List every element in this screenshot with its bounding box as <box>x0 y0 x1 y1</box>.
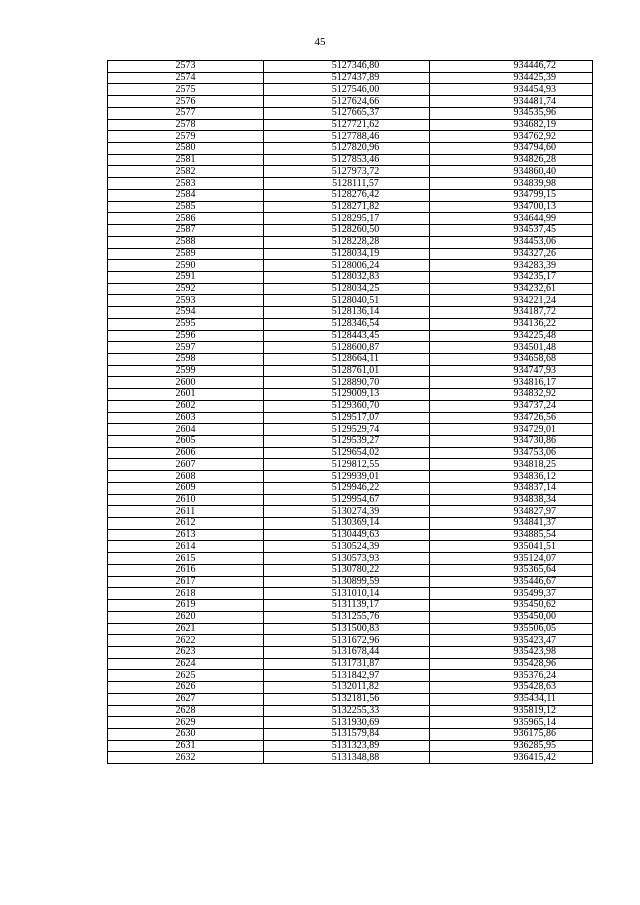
y-coordinate-cell: 935506,05 <box>430 623 593 635</box>
y-coordinate-cell: 934762,92 <box>430 131 593 143</box>
y-coordinate-cell: 935376,24 <box>430 670 593 682</box>
point-number-cell: 2624 <box>108 658 264 670</box>
point-number-cell: 2607 <box>108 459 264 471</box>
point-number-cell: 2632 <box>108 752 264 764</box>
x-coordinate-cell: 5129539,27 <box>264 436 430 448</box>
table-row <box>108 154 593 166</box>
y-coordinate-cell: 935499,37 <box>430 588 593 600</box>
table-row <box>108 424 593 436</box>
point-number-cell: 2574 <box>108 72 264 84</box>
y-coordinate-cell: 934700,13 <box>430 201 593 213</box>
y-coordinate-cell: 936285,95 <box>430 740 593 752</box>
table-row <box>108 213 593 225</box>
table-row <box>108 166 593 178</box>
point-number-cell: 2629 <box>108 717 264 729</box>
y-coordinate-cell: 935428,63 <box>430 682 593 694</box>
x-coordinate-cell: 5128346,54 <box>264 318 430 330</box>
table-row <box>108 84 593 96</box>
x-coordinate-cell: 5128276,42 <box>264 189 430 201</box>
point-number-cell: 2590 <box>108 260 264 272</box>
table-row <box>108 61 593 73</box>
x-coordinate-cell: 5127853,46 <box>264 154 430 166</box>
table-row <box>108 482 593 494</box>
x-coordinate-cell: 5128271,82 <box>264 201 430 213</box>
y-coordinate-cell: 934187,72 <box>430 307 593 319</box>
y-coordinate-cell: 934232,61 <box>430 283 593 295</box>
table-row <box>108 248 593 260</box>
y-coordinate-cell: 934737,24 <box>430 400 593 412</box>
x-coordinate-cell: 5127624,66 <box>264 96 430 108</box>
point-number-cell: 2582 <box>108 166 264 178</box>
x-coordinate-cell: 5131579,84 <box>264 728 430 740</box>
y-coordinate-cell: 934838,34 <box>430 494 593 506</box>
y-coordinate-cell: 934818,25 <box>430 459 593 471</box>
x-coordinate-cell: 5127721,62 <box>264 119 430 131</box>
page-number: 45 <box>314 36 326 48</box>
point-number-cell: 2588 <box>108 236 264 248</box>
table-row <box>108 295 593 307</box>
point-number-cell: 2576 <box>108 96 264 108</box>
point-number-cell: 2619 <box>108 600 264 612</box>
point-number-cell: 2600 <box>108 377 264 389</box>
point-number-cell: 2589 <box>108 248 264 260</box>
point-number-cell: 2575 <box>108 84 264 96</box>
point-number-cell: 2612 <box>108 518 264 530</box>
table-row <box>108 353 593 365</box>
table-row <box>108 635 593 647</box>
point-number-cell: 2598 <box>108 353 264 365</box>
x-coordinate-cell: 5128664,11 <box>264 353 430 365</box>
table-row <box>108 529 593 541</box>
y-coordinate-cell: 934747,93 <box>430 365 593 377</box>
x-coordinate-cell: 5128040,51 <box>264 295 430 307</box>
point-number-cell: 2596 <box>108 330 264 342</box>
point-number-cell: 2583 <box>108 178 264 190</box>
point-number-cell: 2599 <box>108 365 264 377</box>
x-coordinate-cell: 5128034,19 <box>264 248 430 260</box>
table-row <box>108 752 593 764</box>
x-coordinate-cell: 5128890,70 <box>264 377 430 389</box>
point-number-cell: 2591 <box>108 271 264 283</box>
y-coordinate-cell: 934885,54 <box>430 529 593 541</box>
table-row <box>108 459 593 471</box>
table-row <box>108 143 593 155</box>
point-number-cell: 2579 <box>108 131 264 143</box>
point-number-cell: 2608 <box>108 471 264 483</box>
x-coordinate-cell: 5131500,83 <box>264 623 430 635</box>
point-number-cell: 2604 <box>108 424 264 436</box>
table-row <box>108 740 593 752</box>
point-number-cell: 2622 <box>108 635 264 647</box>
x-coordinate-cell: 5130369,14 <box>264 518 430 530</box>
table-row <box>108 576 593 588</box>
y-coordinate-cell: 935428,96 <box>430 658 593 670</box>
y-coordinate-cell: 935041,51 <box>430 541 593 553</box>
x-coordinate-cell: 5128761,01 <box>264 365 430 377</box>
x-coordinate-cell: 5129517,07 <box>264 412 430 424</box>
x-coordinate-cell: 5127788,46 <box>264 131 430 143</box>
point-number-cell: 2613 <box>108 529 264 541</box>
x-coordinate-cell: 5131323,89 <box>264 740 430 752</box>
coordinates-table-body <box>108 61 593 764</box>
table-row <box>108 72 593 84</box>
point-number-cell: 2605 <box>108 436 264 448</box>
x-coordinate-cell: 5131672,96 <box>264 635 430 647</box>
x-coordinate-cell: 5131930,69 <box>264 717 430 729</box>
point-number-cell: 2628 <box>108 705 264 717</box>
x-coordinate-cell: 5130449,63 <box>264 529 430 541</box>
table-row <box>108 436 593 448</box>
y-coordinate-cell: 934841,37 <box>430 518 593 530</box>
point-number-cell: 2592 <box>108 283 264 295</box>
y-coordinate-cell: 934327,26 <box>430 248 593 260</box>
table-row <box>108 400 593 412</box>
point-number-cell: 2602 <box>108 400 264 412</box>
point-number-cell: 2620 <box>108 611 264 623</box>
y-coordinate-cell: 934837,14 <box>430 482 593 494</box>
table-row <box>108 119 593 131</box>
x-coordinate-cell: 5128295,17 <box>264 213 430 225</box>
table-row <box>108 541 593 553</box>
table-row <box>108 447 593 459</box>
x-coordinate-cell: 5130780,22 <box>264 564 430 576</box>
x-coordinate-cell: 5129009,13 <box>264 389 430 401</box>
table-row <box>108 96 593 108</box>
table-row <box>108 717 593 729</box>
y-coordinate-cell: 936415,42 <box>430 752 593 764</box>
y-coordinate-cell: 934799,15 <box>430 189 593 201</box>
table-row <box>108 600 593 612</box>
y-coordinate-cell: 934425,39 <box>430 72 593 84</box>
table-row <box>108 107 593 119</box>
table-row <box>108 646 593 658</box>
x-coordinate-cell: 5128260,50 <box>264 225 430 237</box>
table-row <box>108 553 593 565</box>
table-row <box>108 623 593 635</box>
point-number-cell: 2595 <box>108 318 264 330</box>
table-row <box>108 728 593 740</box>
point-number-cell: 2573 <box>108 61 264 73</box>
x-coordinate-cell: 5129654,02 <box>264 447 430 459</box>
table-row <box>108 342 593 354</box>
x-coordinate-cell: 5127820,96 <box>264 143 430 155</box>
point-number-cell: 2606 <box>108 447 264 459</box>
point-number-cell: 2585 <box>108 201 264 213</box>
table-row <box>108 189 593 201</box>
y-coordinate-cell: 935365,64 <box>430 564 593 576</box>
x-coordinate-cell: 5127665,37 <box>264 107 430 119</box>
table-row <box>108 377 593 389</box>
y-coordinate-cell: 934827,97 <box>430 506 593 518</box>
table-row <box>108 412 593 424</box>
y-coordinate-cell: 934682,19 <box>430 119 593 131</box>
table-row <box>108 365 593 377</box>
x-coordinate-cell: 5131010,14 <box>264 588 430 600</box>
x-coordinate-cell: 5127437,89 <box>264 72 430 84</box>
y-coordinate-cell: 934221,24 <box>430 295 593 307</box>
y-coordinate-cell: 934726,56 <box>430 412 593 424</box>
point-number-cell: 2631 <box>108 740 264 752</box>
y-coordinate-cell: 935965,14 <box>430 717 593 729</box>
table-row <box>108 494 593 506</box>
y-coordinate-cell: 935434,11 <box>430 693 593 705</box>
y-coordinate-cell: 934283,39 <box>430 260 593 272</box>
point-number-cell: 2580 <box>108 143 264 155</box>
y-coordinate-cell: 934481,74 <box>430 96 593 108</box>
y-coordinate-cell: 935423,47 <box>430 635 593 647</box>
x-coordinate-cell: 5131731,87 <box>264 658 430 670</box>
y-coordinate-cell: 934501,48 <box>430 342 593 354</box>
table-row <box>108 307 593 319</box>
table-row <box>108 225 593 237</box>
y-coordinate-cell: 934794,60 <box>430 143 593 155</box>
point-number-cell: 2630 <box>108 728 264 740</box>
y-coordinate-cell: 934453,06 <box>430 236 593 248</box>
table-row <box>108 705 593 717</box>
table-row <box>108 318 593 330</box>
x-coordinate-cell: 5130899,59 <box>264 576 430 588</box>
y-coordinate-cell: 934644,99 <box>430 213 593 225</box>
point-number-cell: 2611 <box>108 506 264 518</box>
point-number-cell: 2610 <box>108 494 264 506</box>
y-coordinate-cell: 935446,67 <box>430 576 593 588</box>
x-coordinate-cell: 5128136,14 <box>264 307 430 319</box>
y-coordinate-cell: 934136,22 <box>430 318 593 330</box>
coordinates-table <box>107 60 593 764</box>
table-row <box>108 518 593 530</box>
y-coordinate-cell: 935450,00 <box>430 611 593 623</box>
y-coordinate-cell: 934839,98 <box>430 178 593 190</box>
table-row <box>108 670 593 682</box>
x-coordinate-cell: 5130274,39 <box>264 506 430 518</box>
y-coordinate-cell: 934225,48 <box>430 330 593 342</box>
x-coordinate-cell: 5131255,76 <box>264 611 430 623</box>
y-coordinate-cell: 934832,92 <box>430 389 593 401</box>
y-coordinate-cell: 934729,01 <box>430 424 593 436</box>
y-coordinate-cell: 934836,12 <box>430 471 593 483</box>
y-coordinate-cell: 934816,17 <box>430 377 593 389</box>
table-row <box>108 693 593 705</box>
x-coordinate-cell: 5129939,01 <box>264 471 430 483</box>
y-coordinate-cell: 934730,86 <box>430 436 593 448</box>
y-coordinate-cell: 934454,93 <box>430 84 593 96</box>
x-coordinate-cell: 5129954,67 <box>264 494 430 506</box>
table-row <box>108 682 593 694</box>
table-row <box>108 658 593 670</box>
y-coordinate-cell: 934235,17 <box>430 271 593 283</box>
x-coordinate-cell: 5128111,57 <box>264 178 430 190</box>
y-coordinate-cell: 934537,45 <box>430 225 593 237</box>
table-row <box>108 283 593 295</box>
x-coordinate-cell: 5132255,33 <box>264 705 430 717</box>
x-coordinate-cell: 5127346,80 <box>264 61 430 73</box>
point-number-cell: 2625 <box>108 670 264 682</box>
point-number-cell: 2627 <box>108 693 264 705</box>
y-coordinate-cell: 934658,68 <box>430 353 593 365</box>
x-coordinate-cell: 5131678,44 <box>264 646 430 658</box>
x-coordinate-cell: 5132181,56 <box>264 693 430 705</box>
x-coordinate-cell: 5129946,22 <box>264 482 430 494</box>
point-number-cell: 2584 <box>108 189 264 201</box>
x-coordinate-cell: 5129360,70 <box>264 400 430 412</box>
point-number-cell: 2614 <box>108 541 264 553</box>
x-coordinate-cell: 5129529,74 <box>264 424 430 436</box>
x-coordinate-cell: 5127973,72 <box>264 166 430 178</box>
table-row <box>108 588 593 600</box>
table-row <box>108 611 593 623</box>
point-number-cell: 2617 <box>108 576 264 588</box>
table-row <box>108 330 593 342</box>
x-coordinate-cell: 5131139,17 <box>264 600 430 612</box>
table-row <box>108 471 593 483</box>
point-number-cell: 2603 <box>108 412 264 424</box>
x-coordinate-cell: 5130524,39 <box>264 541 430 553</box>
x-coordinate-cell: 5128006,24 <box>264 260 430 272</box>
y-coordinate-cell: 935450,62 <box>430 600 593 612</box>
y-coordinate-cell: 935423,98 <box>430 646 593 658</box>
x-coordinate-cell: 5128443,45 <box>264 330 430 342</box>
x-coordinate-cell: 5132011,82 <box>264 682 430 694</box>
table-row <box>108 564 593 576</box>
table-row <box>108 506 593 518</box>
point-number-cell: 2609 <box>108 482 264 494</box>
point-number-cell: 2587 <box>108 225 264 237</box>
x-coordinate-cell: 5129812,55 <box>264 459 430 471</box>
y-coordinate-cell: 934535,96 <box>430 107 593 119</box>
table-row <box>108 260 593 272</box>
point-number-cell: 2597 <box>108 342 264 354</box>
point-number-cell: 2623 <box>108 646 264 658</box>
y-coordinate-cell: 936175,86 <box>430 728 593 740</box>
point-number-cell: 2594 <box>108 307 264 319</box>
y-coordinate-cell: 934446,72 <box>430 61 593 73</box>
table-row <box>108 178 593 190</box>
x-coordinate-cell: 5128032,83 <box>264 271 430 283</box>
point-number-cell: 2581 <box>108 154 264 166</box>
point-number-cell: 2586 <box>108 213 264 225</box>
point-number-cell: 2626 <box>108 682 264 694</box>
x-coordinate-cell: 5128034,25 <box>264 283 430 295</box>
x-coordinate-cell: 5128228,28 <box>264 236 430 248</box>
x-coordinate-cell: 5127546,00 <box>264 84 430 96</box>
point-number-cell: 2601 <box>108 389 264 401</box>
x-coordinate-cell: 5131842,97 <box>264 670 430 682</box>
table-row <box>108 131 593 143</box>
point-number-cell: 2615 <box>108 553 264 565</box>
point-number-cell: 2618 <box>108 588 264 600</box>
table-row <box>108 236 593 248</box>
table-row <box>108 389 593 401</box>
y-coordinate-cell: 935819,12 <box>430 705 593 717</box>
table-row <box>108 271 593 283</box>
point-number-cell: 2593 <box>108 295 264 307</box>
point-number-cell: 2577 <box>108 107 264 119</box>
y-coordinate-cell: 934860,40 <box>430 166 593 178</box>
point-number-cell: 2578 <box>108 119 264 131</box>
table-row <box>108 201 593 213</box>
y-coordinate-cell: 934753,06 <box>430 447 593 459</box>
point-number-cell: 2621 <box>108 623 264 635</box>
x-coordinate-cell: 5131348,88 <box>264 752 430 764</box>
y-coordinate-cell: 935124,07 <box>430 553 593 565</box>
point-number-cell: 2616 <box>108 564 264 576</box>
x-coordinate-cell: 5130573,93 <box>264 553 430 565</box>
x-coordinate-cell: 5128600,87 <box>264 342 430 354</box>
y-coordinate-cell: 934826,28 <box>430 154 593 166</box>
